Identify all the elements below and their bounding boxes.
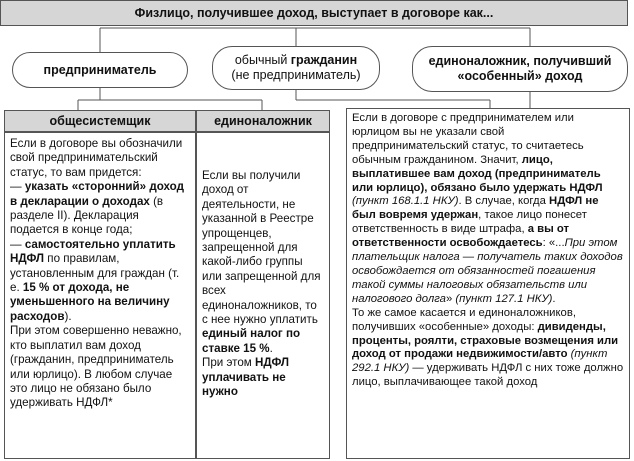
single-tax-p2: При этом НДФЛ уплачивать не нужно <box>202 356 290 399</box>
right-p1-bold2: НДФЛ не был вовремя удержан <box>352 195 599 222</box>
general-p3-bold1: самостоятельно уплатить НДФЛ <box>10 237 176 266</box>
node-citizen <box>212 46 380 90</box>
general-system-text <box>4 137 196 411</box>
right-p2-bold: дивиденды, проценты, роялти, страховые возмещения или доход от продажи недвижимости/авто <box>352 320 619 361</box>
node-entrepreneur <box>12 52 188 88</box>
ordinary-citizen-text <box>346 112 630 390</box>
header-single-tax-label: единоналожник <box>214 114 312 128</box>
single-tax-p2-bold: НДФЛ уплачивать не нужно <box>202 356 290 399</box>
header-general-label: общесистемщик <box>49 114 151 128</box>
right-p1-bold3: а вы от ответственности освобождаетесь <box>352 223 570 250</box>
diagram-title-text: Физлицо, получившее доход, выступает в договоре как... <box>134 6 494 20</box>
single-tax-text <box>196 169 330 400</box>
node-citizen-note: (не предприниматель) <box>231 68 361 82</box>
general-p3: — самостоятельно уплатить НДФЛ по правилам, установленным для граждан (т. е. 15 % от дохода, не уменьшенного на величину расходов). <box>10 237 180 323</box>
node-special-single-tax <box>412 46 628 92</box>
node-special-line2: «особенный» доход <box>457 69 583 83</box>
node-citizen-pre: обычный <box>234 53 291 67</box>
right-p1: Если в договоре с предпринимателем или юрлицом вы не указали свой предпринимательский статус, то считаетесь обычным гражданином. Значит, лицо, выплатившее вам доход (предприниматель или юрлицо), обязано было удержать НДФЛ (пункт 168.1.1 НКУ). В случае, когда НДФЛ не был вовремя удержан, такое лицо понесет ответственность в виде штрафа, а вы от ответственности освобождаетесь: «...При этом плательщик налога — получатель таких доходов освобождается от обязанностей погашения такой суммы налоговых обязательств или налогового долга» (пункт 127.1 НКУ). <box>352 112 623 305</box>
node-special-line1: единоналожник, получивший <box>428 54 612 68</box>
single-tax-p1-bold: единый налог по ставке 15 % <box>202 327 301 355</box>
general-p1: Если в договоре вы обозначили свой предпринимательский статус, то вам придется: <box>10 137 183 179</box>
general-p4: При этом совершенно неважно, кто выплатил вам доход (гражданин, предприниматель или юрлицо). В любом случае это лицо не обязано было удерживать НДФЛ* <box>10 324 182 410</box>
header-general-system <box>4 110 196 132</box>
node-entrepreneur-label: предприниматель <box>43 62 157 77</box>
general-p3-bold2: 15 % от дохода, не уменьшенного на величину расходов <box>10 281 170 323</box>
right-p2: То же самое касается и единоналожников, получивших «особенные» доходы: дивиденды, проценты, роялти, страховые возмещения или доход от продажи недвижимости/авто (пункт 292.1 НКУ) — удерживать НДФЛ с них тоже должно лицо, выплачивающее такой доход <box>352 306 624 389</box>
right-p1-bold: лицо, выплатившее вам доход (предприниматель или юрлицо), обязано было удержать НДФЛ <box>352 153 603 194</box>
node-citizen-bold: гражданин <box>290 53 358 67</box>
general-p2: — указать «сторонний» доход в декларации о доходах (в разделе II). Декларация подается в конце года; <box>10 180 184 237</box>
header-single-tax <box>196 110 330 132</box>
right-p1-quote: При этом плательщик налога — получатель таких доходов освобождается от обязанностей погашения такой суммы налоговых обязательств или налогового долга <box>352 237 623 305</box>
general-p2-bold: указать «сторонний» доход в декларации о доходах <box>10 180 184 208</box>
single-tax-p1: Если вы получили доход от деятельности, не указанной в Реестре упрощенцев, запрещенной для какой-либо группы или запрещенной для всех единоналожников, то с нее нужно уплатить единый налог по ставке 15 %. <box>202 169 321 355</box>
